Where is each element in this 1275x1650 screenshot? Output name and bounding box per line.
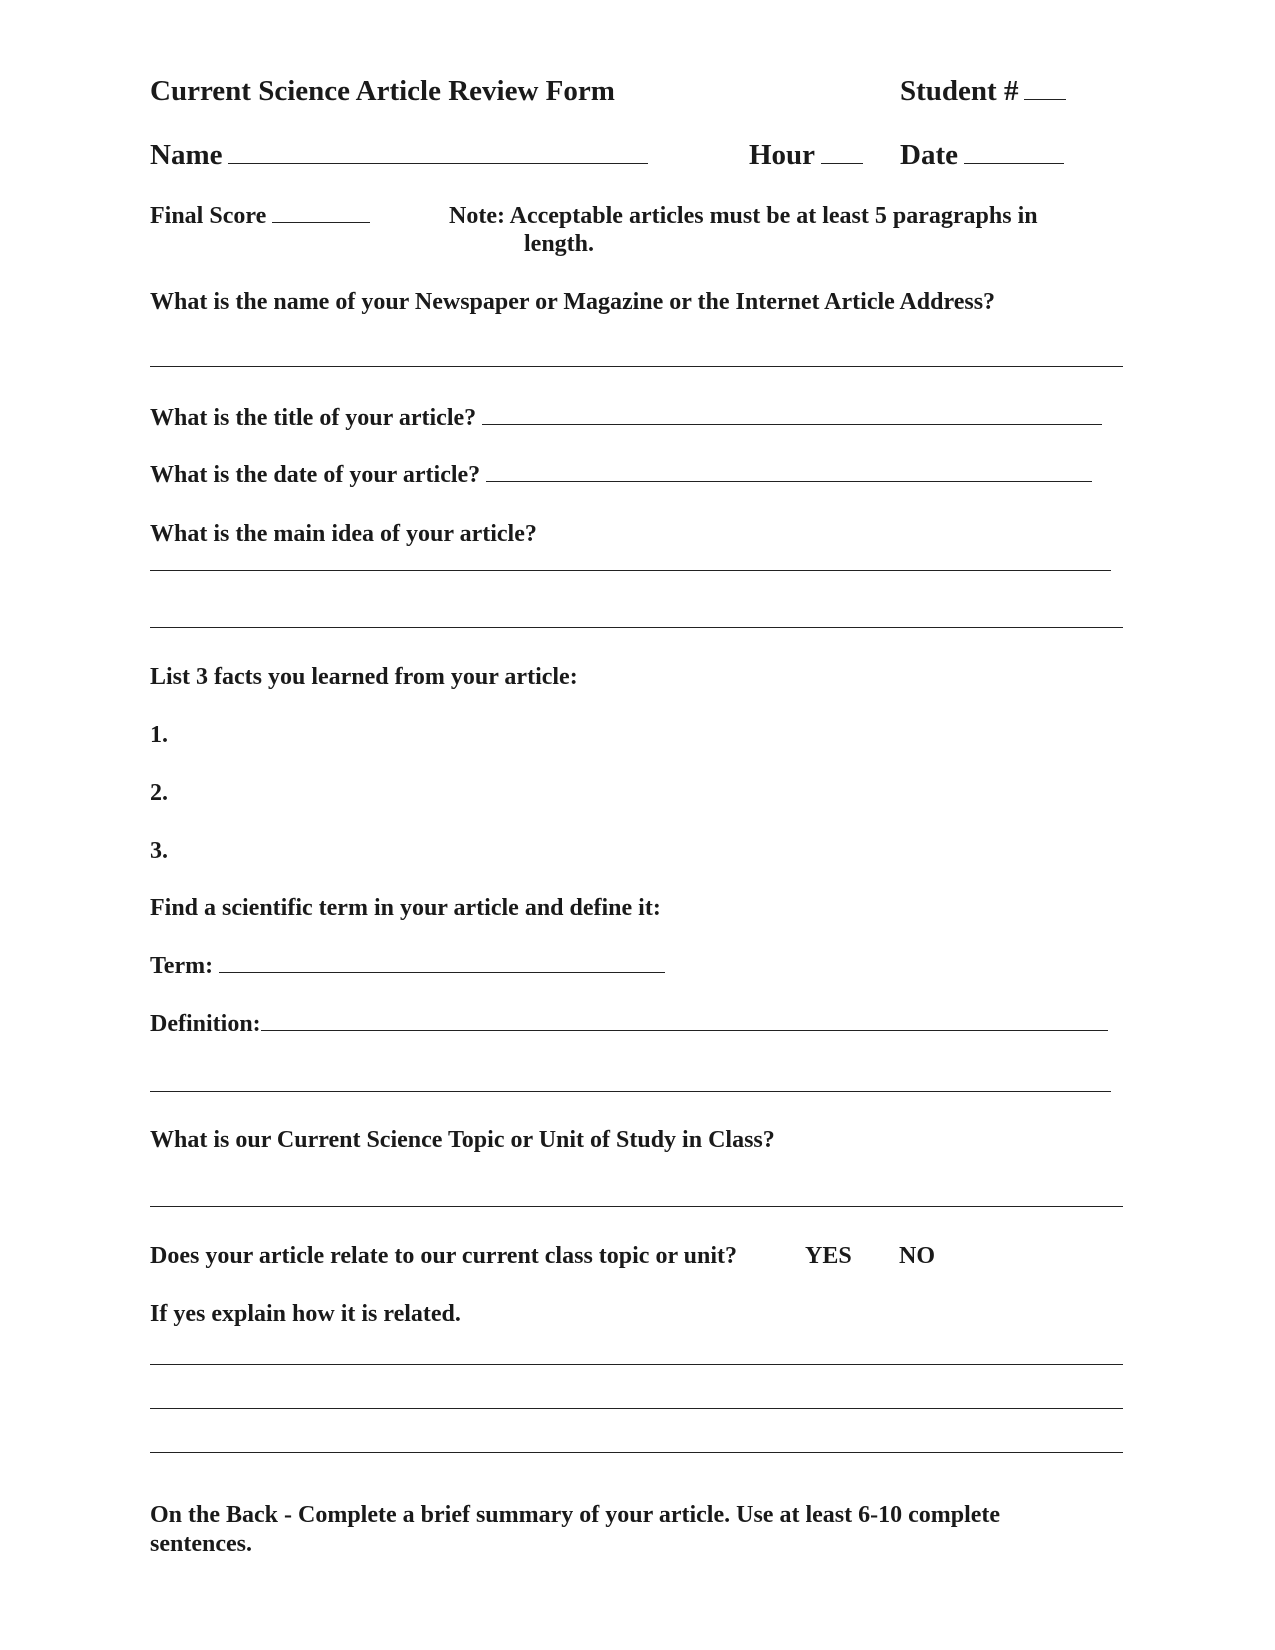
hour-label: Hour bbox=[749, 141, 863, 170]
definition-answer-line-2[interactable] bbox=[150, 1091, 1111, 1092]
note-line-2: length. bbox=[524, 231, 595, 257]
back-instructions-line-2: sentences. bbox=[150, 1531, 252, 1557]
student-number-field[interactable] bbox=[1024, 98, 1066, 100]
student-number-label: Student # bbox=[900, 77, 1066, 106]
main-idea-answer-line-1[interactable] bbox=[150, 570, 1111, 571]
final-score-label: Final Score bbox=[150, 204, 370, 228]
topic-question: What is our Current Science Topic or Unit of Study in Class? bbox=[150, 1127, 775, 1153]
term-answer-line[interactable] bbox=[219, 971, 665, 973]
relate-question: Does your article relate to our current class topic or unit? bbox=[150, 1243, 738, 1269]
form-title: Current Science Article Review Form bbox=[150, 75, 615, 107]
explain-answer-line-3[interactable] bbox=[150, 1452, 1123, 1453]
note-line-1: Note: Acceptable articles must be at least 5 paragraphs in bbox=[449, 203, 1038, 229]
explain-answer-line-1[interactable] bbox=[150, 1364, 1123, 1365]
definition-answer-line-1[interactable] bbox=[261, 1029, 1108, 1031]
back-instructions-line-1: On the Back - Complete a brief summary of your article. Use at least 6-10 complete bbox=[150, 1502, 1001, 1528]
final-score-field[interactable] bbox=[272, 221, 370, 223]
title-question: What is the title of your article? bbox=[150, 406, 1102, 430]
article-date-answer-line[interactable] bbox=[486, 480, 1092, 482]
term-prompt: Find a scientific term in your article and define it: bbox=[150, 895, 661, 921]
name-label: Name bbox=[150, 141, 648, 170]
main-idea-question: What is the main idea of your article? bbox=[150, 521, 537, 547]
source-answer-line[interactable] bbox=[150, 366, 1123, 367]
explain-answer-line-2[interactable] bbox=[150, 1408, 1123, 1409]
no-option[interactable]: NO bbox=[899, 1243, 935, 1269]
fact-number-2: 2. bbox=[150, 780, 168, 806]
term-label: Term: bbox=[150, 954, 665, 978]
definition-label: Definition: bbox=[150, 1012, 1108, 1036]
date-question: What is the date of your article? bbox=[150, 463, 1092, 487]
source-question: What is the name of your Newspaper or Magazine or the Internet Article Address? bbox=[150, 289, 996, 315]
date-label: Date bbox=[900, 141, 1064, 170]
explain-prompt: If yes explain how it is related. bbox=[150, 1301, 461, 1327]
fact-number-3: 3. bbox=[150, 838, 168, 864]
title-answer-line[interactable] bbox=[482, 423, 1102, 425]
main-idea-answer-line-2[interactable] bbox=[150, 627, 1123, 628]
date-field[interactable] bbox=[964, 162, 1064, 164]
name-field[interactable] bbox=[228, 162, 648, 164]
facts-question: List 3 facts you learned from your article: bbox=[150, 664, 578, 690]
hour-field[interactable] bbox=[821, 162, 863, 164]
yes-option[interactable]: YES bbox=[805, 1243, 852, 1269]
topic-answer-line[interactable] bbox=[150, 1206, 1123, 1207]
fact-number-1: 1. bbox=[150, 722, 168, 748]
